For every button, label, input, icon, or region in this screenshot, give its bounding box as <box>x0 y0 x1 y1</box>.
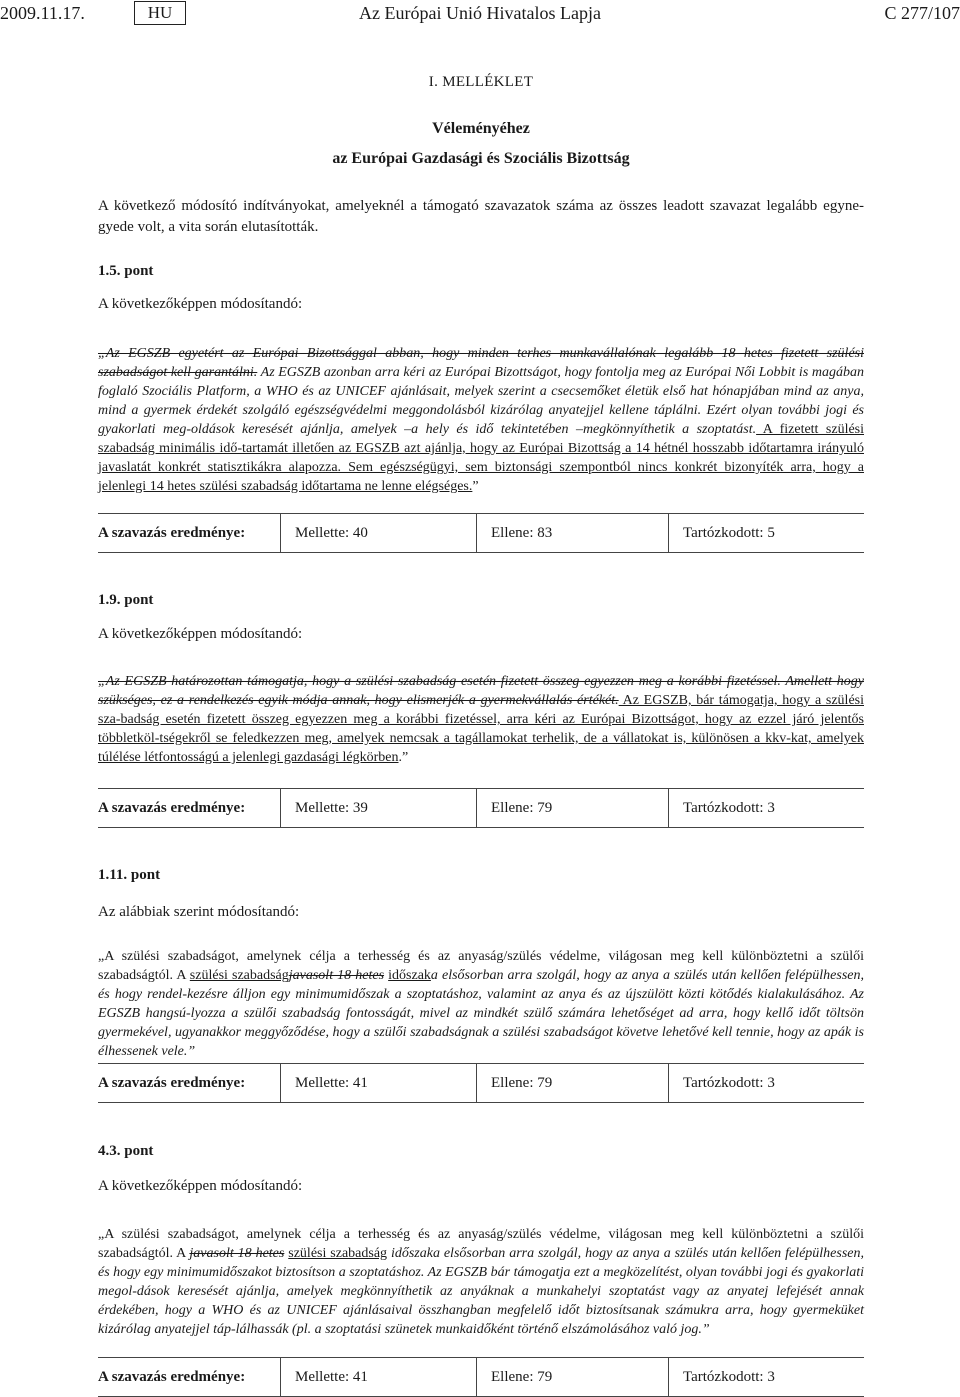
deleted-text: javasolt 18 hetes <box>288 968 385 983</box>
language-badge: HU <box>134 1 186 25</box>
votes-against: Ellene: 79 <box>476 1064 668 1102</box>
amendment-instruction: A következőképpen módosítandó: <box>98 626 303 642</box>
inserted-text: időszak <box>388 968 431 983</box>
intro-paragraph: A következő módosító indítványokat, amelyeknél a támogató szavazatok száma az összes leadott szavazat legalább egyne-gyede volt, a vita során elutasították. <box>98 198 864 235</box>
votes-for: Mellette: 39 <box>280 789 476 827</box>
committee-heading: az Európai Gazdasági és Szociális Bizottság <box>332 150 630 167</box>
votes-against: Ellene: 83 <box>476 514 668 552</box>
amendment-instruction: Az alábbiak szerint módosítandó: <box>98 904 300 920</box>
vote-label: A szavazás eredménye: <box>98 1369 246 1385</box>
votes-abstain: Tartózkodott: 3 <box>668 1358 864 1396</box>
annex-label: I. MELLÉKLET <box>428 74 534 90</box>
amendment-text-1-9 <box>98 672 864 767</box>
amendment-text-1-11 <box>98 947 864 1061</box>
quoted-text: időszaka elsősorban arra szolgál, hogy az anya a szülés után kellően felépülhessen, és hogy egy minimumidőszakot biztosítson a szoptatáshoz. Az EGSZB bár támogatja ezt a megközelítést, olyan további jogi és gyakorlati megol-dások keresését ajánlja, amelyek megkönnyíthetik az anyáknak a munkahelyi szoptatást vagy az anyatej lefejését annak érdekében, hogy a WHO és az UNICEF ajánlásaival összhangban megfelelő időt biztosítsanak számukra arra, hogy gyermeküket kizárólag anyatejjel táp-lálhassák (pl. a szoptatási szünetek munkaidőként történő elszámolásához való jog.” <box>98 1246 865 1337</box>
quote-end: .” <box>398 750 409 765</box>
deleted-text: „Az EGSZB határozottan támogatja, hogy a szülési szabadság esetén fizetett összeg egyezzen meg a korábbi fizetéssel. Amellett hogy szükséges, ez a rendelkezés egyik módja annak, hogy elismerjék a gyermekvállalás értékét. <box>98 674 864 708</box>
journal-header <box>0 0 960 36</box>
quoted-text: a elsősorban arra szolgál, hogy az anya a szülés után kellően felépülhessen, és hogy rendel-kezésre álljon egy minimumidőszak a szoptatáshoz, valamint az anya és az újszülött közti kötődés kialakulásához. Az EGSZB hangsú-lyozza a szülői szabadság fontosságát, mivel az mindkét szülő számára lehetőséget ad arra, hogy kellő időt töltsön gyermekével, ugyanakkor meggyőződése, hogy a szülői szabadságnak a szülési szabadságot követve lehetővé kell tennie, hogy az apák is élhessenek vele.” <box>98 968 865 1059</box>
vote-result-1-11 <box>98 1063 864 1103</box>
vote-label: A szavazás eredménye: <box>98 525 246 541</box>
deleted-text: „Az EGSZB egyetért az Európai Bizottsággal abban, hogy minden terhes munkavállalónak legalább 18 hetes fizetett szülési szabadságot kell garantálni. <box>98 346 864 380</box>
page-reference: C 277/107 <box>884 3 960 23</box>
amendment-instruction: A következőképpen módosítandó: <box>98 1178 303 1194</box>
vote-result-1-5 <box>98 513 864 553</box>
amendment-point-1-5: 1.5. pont <box>98 263 154 279</box>
deleted-text: javasolt 18 hetes <box>189 1246 285 1261</box>
votes-for: Mellette: 40 <box>280 514 476 552</box>
amendment-point-1-11: 1.11. pont <box>98 867 161 883</box>
votes-abstain: Tartózkodott: 3 <box>668 1064 864 1102</box>
inserted-text: Az EGSZB, bár támogatja, hogy a szülési sza-badság esetén fizetett összeg egyezzen meg a korábbi fizetéssel, arra kéri az Európai Bizottságot, hogy az ezzel járó jelentős többletköl-tségekről se feledkezzen meg, amelyek nemcsak a tagállamokat terhelik, de a vállatokat is, különösen a kkv-kat, amelyek túlélése létfontosságú a jelenlegi gazdasági légkörben <box>98 693 864 765</box>
quote-end: ” <box>472 479 479 494</box>
votes-for: Mellette: 41 <box>280 1358 476 1396</box>
quoted-text: „A szülési szabadságot, amelynek célja a terhesség és az anyaság/szülés védelme, világosan meg kell különböztetni a szülői szabadságtól. A <box>98 1227 864 1261</box>
vote-result-4-3 <box>98 1357 864 1397</box>
inserted-text: szülési szabadság <box>189 968 289 983</box>
votes-against: Ellene: 79 <box>476 789 668 827</box>
amendment-point-1-9: 1.9. pont <box>98 592 154 608</box>
vote-label: A szavazás eredménye: <box>98 800 246 816</box>
publication-date: 2009.11.17. <box>0 3 85 23</box>
quoted-text: „A szülési szabadságot, amelynek célja a terhesség és az anyaság/szülés védelme, világosan meg kell különböztetni a szülői szabadságtól. A <box>98 949 864 983</box>
votes-for: Mellette: 41 <box>280 1064 476 1102</box>
votes-against: Ellene: 79 <box>476 1358 668 1396</box>
quoted-text: Az EGSZB azonban arra kéri az Európai Bizottságot, hogy fontolja meg az Európai Női Lobbit is magában foglaló Szociális Platform, a WHO és az UNICEF ajánlásait, melyek szerint a csecsemőket életük első hat hónapjában mind az anya, mind a gyermek érdekét szolgáló egészségvédelmi meggondolásból kizárólag anyatejjel kellene táplálni. Ezért olyan további jogi és gyakorlati meg-oldások keresését ajánlja, amelyek –a hely és idő tekintetében –megkönnyíthetik a szoptatást. <box>98 365 864 437</box>
inserted-text: A fizetett szülési szabadság minimális idő-tartamát illetően az EGSZB azt ajánlja, hogy az Európai Bizottság a 14 hétnél hosszabb időtartamra irányuló javaslatát konkrét statisztikákra alapozza. Sem egészségügyi, sem biztonsági szempontból nincs konkrét bizonyíték arra, hogy a jelenlegi 14 hetes szülési szabadság időtartama ne lenne elégséges. <box>98 422 865 494</box>
votes-abstain: Tartózkodott: 5 <box>668 514 864 552</box>
amendment-text-4-3 <box>98 1225 864 1339</box>
amendment-text-1-5 <box>98 344 864 496</box>
votes-abstain: Tartózkodott: 3 <box>668 789 864 827</box>
opinion-heading: Véleményéhez <box>432 120 530 137</box>
vote-label: A szavazás eredménye: <box>98 1075 246 1091</box>
amendment-point-4-3: 4.3. pont <box>98 1143 154 1159</box>
inserted-text: szülési szabadság <box>288 1246 388 1261</box>
journal-title: Az Európai Unió Hivatalos Lapja <box>359 3 601 23</box>
amendment-instruction: A következőképpen módosítandó: <box>98 296 303 312</box>
vote-result-1-9 <box>98 788 864 828</box>
